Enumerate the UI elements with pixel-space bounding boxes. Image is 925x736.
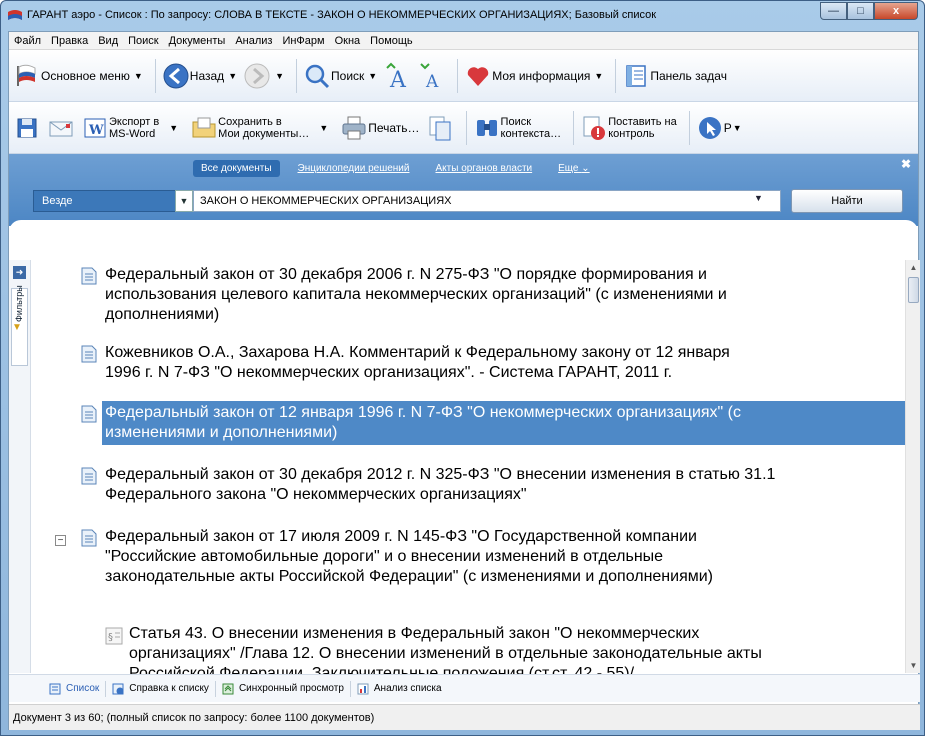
list-item-line: организациях" /Глава 12. О внесении изменений в отдельные законодательные акты bbox=[129, 645, 762, 662]
chevron-down-icon[interactable]: ▼ bbox=[175, 190, 193, 212]
close-search-icon[interactable]: ✖ bbox=[900, 157, 911, 171]
list-item-line: Федеральный закон от 30 декабря 2006 г. N 275-ФЗ "О порядке формирования и bbox=[105, 266, 707, 283]
list-item-line: Федеральный закон от 17 июля 2009 г. N 145-ФЗ "О Государственной компании bbox=[105, 528, 697, 545]
app-logo-icon bbox=[7, 8, 23, 24]
my-info-label: Моя информация bbox=[492, 68, 591, 83]
filters-label: Фильтры bbox=[14, 285, 24, 322]
back-arrow-icon bbox=[162, 62, 190, 90]
chevron-down-icon: ▼ bbox=[732, 122, 742, 133]
separator bbox=[615, 59, 616, 93]
svg-text:§: § bbox=[108, 632, 113, 643]
list-item-line: использования целевого капитала некоммерческих организаций" (с изменениями и bbox=[105, 286, 727, 303]
binoculars-icon bbox=[473, 114, 501, 142]
list-item-line: Федерального закона "О некоммерческих организациях" bbox=[105, 486, 527, 503]
scroll-down-icon[interactable]: ▼ bbox=[909, 661, 918, 670]
list-item[interactable] bbox=[105, 343, 730, 383]
save-button[interactable] bbox=[13, 114, 41, 142]
chevron-down-icon: ▼ bbox=[169, 122, 179, 133]
control-line2: контроль bbox=[608, 127, 655, 140]
task-panel-button[interactable] bbox=[622, 62, 727, 90]
tab-all-documents[interactable]: Все документы bbox=[193, 160, 280, 177]
more-label: Р bbox=[723, 120, 732, 135]
search-panel-edge bbox=[9, 220, 918, 232]
separator bbox=[466, 111, 467, 145]
search-icon bbox=[303, 62, 331, 90]
copy-button[interactable] bbox=[426, 114, 454, 142]
search-panel bbox=[9, 154, 918, 226]
list-item-line: Кожевников О.А., Захарова Н.А. Комментарий к Федеральному закону от 12 января bbox=[105, 344, 730, 361]
svg-text:W: W bbox=[89, 122, 104, 138]
context-line1: Поиск bbox=[500, 115, 532, 128]
decrease-font-button[interactable] bbox=[417, 62, 445, 90]
export-line1: Экспорт в bbox=[109, 115, 160, 128]
pointer-icon bbox=[696, 114, 724, 142]
document-icon bbox=[81, 345, 97, 363]
chevron-down-icon: ▼ bbox=[228, 70, 238, 81]
list-item-line: Статья 43. О внесении изменения в Федеральный закон "О некоммерческих bbox=[129, 625, 700, 642]
task-panel-label: Панель задач bbox=[650, 68, 727, 83]
tab-more-label: Еще bbox=[558, 163, 579, 174]
save-to-label bbox=[218, 116, 309, 140]
task-panel-icon bbox=[622, 62, 650, 90]
tab-list-label: Список bbox=[66, 683, 100, 694]
word-icon bbox=[81, 114, 109, 142]
menu-infarm[interactable]: ИнФарм bbox=[282, 34, 325, 47]
increase-font-button[interactable] bbox=[383, 62, 411, 93]
chevron-down-icon: ▼ bbox=[275, 70, 285, 81]
main-menu-label: Основное меню bbox=[41, 68, 130, 83]
document-icon bbox=[81, 267, 97, 285]
menu-view[interactable]: Вид bbox=[98, 34, 119, 47]
help-icon bbox=[112, 683, 124, 695]
tab-encyclopedia[interactable]: Энциклопедии решений bbox=[297, 163, 410, 174]
scroll-up-icon[interactable]: ▲ bbox=[909, 263, 918, 272]
menu-file[interactable]: Файл bbox=[14, 34, 42, 47]
put-on-control-label bbox=[608, 116, 677, 140]
sync-view-icon bbox=[222, 683, 234, 695]
context-search-button[interactable] bbox=[473, 114, 562, 142]
separator bbox=[296, 59, 297, 93]
menu-windows[interactable]: Окна bbox=[334, 34, 361, 47]
email-button[interactable] bbox=[47, 114, 75, 142]
printer-icon bbox=[340, 114, 368, 142]
svg-text:A: A bbox=[426, 71, 439, 92]
flag-icon bbox=[13, 62, 41, 90]
chevron-down-icon[interactable]: ▼ bbox=[754, 193, 763, 203]
main-menu-button[interactable] bbox=[13, 62, 143, 90]
heart-icon bbox=[464, 62, 492, 90]
more-button[interactable] bbox=[696, 114, 742, 142]
menu-documents[interactable]: Документы bbox=[168, 34, 226, 47]
separator bbox=[573, 111, 574, 145]
context-line2: контекста… bbox=[500, 127, 562, 140]
expand-arrow-icon[interactable]: ➜ bbox=[13, 266, 26, 279]
menu-search[interactable]: Поиск bbox=[128, 34, 159, 47]
menu-bar bbox=[9, 32, 918, 50]
alert-document-icon bbox=[580, 114, 608, 142]
list-item-selected[interactable] bbox=[102, 401, 905, 445]
list-item-line: дополнениями) bbox=[105, 306, 220, 323]
analysis-chart-icon bbox=[357, 683, 369, 695]
title-bar[interactable] bbox=[1, 1, 924, 31]
chevron-down-icon: ▼ bbox=[133, 70, 143, 81]
floppy-disk-icon bbox=[13, 114, 41, 142]
back-button[interactable] bbox=[162, 62, 237, 90]
funnel-icon: ▼ bbox=[12, 322, 22, 333]
control-line1: Поставить на bbox=[608, 115, 677, 128]
document-list bbox=[33, 260, 905, 673]
scope-select[interactable]: Везде bbox=[33, 190, 183, 212]
chevron-down-icon: ▼ bbox=[319, 122, 329, 133]
menu-edit[interactable]: Правка bbox=[51, 34, 89, 47]
article-icon bbox=[105, 627, 123, 645]
close-button[interactable]: x bbox=[874, 2, 918, 20]
folder-icon bbox=[190, 114, 218, 142]
main-toolbar bbox=[9, 50, 918, 102]
search-tabs bbox=[193, 160, 608, 177]
save-to-my-documents-button[interactable] bbox=[190, 114, 328, 142]
forward-button[interactable] bbox=[243, 62, 284, 90]
menu-help[interactable]: Помощь bbox=[370, 34, 413, 47]
menu-analysis[interactable]: Анализ bbox=[235, 34, 273, 47]
maximize-button[interactable]: □ bbox=[847, 2, 874, 20]
chevron-down-icon: ▼ bbox=[594, 70, 604, 81]
context-search-label bbox=[501, 116, 562, 140]
tab-list-analysis-label: Анализ списка bbox=[373, 683, 442, 694]
vertical-scrollbar[interactable] bbox=[905, 260, 920, 673]
list-item-line: законодательные акты Российской Федерации" (с изменениями и дополнениями) bbox=[105, 568, 714, 585]
tab-sync-view-label: Синхронный просмотр bbox=[238, 683, 344, 694]
tab-list-analysis[interactable] bbox=[351, 681, 448, 697]
separator bbox=[155, 59, 156, 93]
font-decrease-icon bbox=[417, 62, 445, 90]
collapse-toggle[interactable]: − bbox=[55, 535, 66, 546]
search-input[interactable]: ЗАКОН О НЕКОММЕРЧЕСКИХ ОРГАНИЗАЦИЯХ bbox=[193, 190, 781, 212]
search-button[interactable] bbox=[303, 62, 377, 90]
font-increase-icon bbox=[383, 62, 411, 93]
find-button[interactable]: Найти bbox=[791, 189, 903, 213]
document-toolbar bbox=[9, 102, 918, 154]
document-icon bbox=[81, 529, 97, 547]
list-item[interactable] bbox=[105, 527, 713, 587]
bottom-tabs bbox=[9, 674, 920, 702]
export-word-button[interactable] bbox=[81, 114, 178, 142]
tab-list-help-label: Справка к списку bbox=[129, 683, 209, 694]
separator bbox=[689, 111, 690, 145]
my-info-button[interactable] bbox=[464, 62, 603, 90]
document-icon bbox=[81, 467, 97, 485]
list-item-line: Федеральный закон от 30 декабря 2012 г. N 325-ФЗ "О внесении изменения в статью 31.1 bbox=[105, 466, 776, 483]
tab-authority-acts[interactable]: Акты органов власти bbox=[435, 163, 533, 174]
list-item-line: изменениями и дополнениями) bbox=[105, 424, 338, 441]
print-label: Печать… bbox=[368, 120, 420, 135]
export-word-label bbox=[109, 116, 159, 140]
minimize-button[interactable]: — bbox=[820, 2, 847, 20]
filters-strip bbox=[9, 260, 31, 673]
list-item-line: "Российские автомобильные дороги" и о внесении изменений в отдельные bbox=[105, 548, 664, 565]
client-area bbox=[8, 31, 919, 730]
list-item-line: 1996 г. N 7-ФЗ "О некоммерческих организациях". - Система ГАРАНТ, 2011 г. bbox=[105, 364, 673, 381]
tab-sync-view[interactable] bbox=[216, 681, 351, 697]
list-item[interactable] bbox=[105, 265, 727, 325]
tab-list[interactable] bbox=[43, 681, 106, 697]
forward-arrow-icon bbox=[243, 62, 271, 90]
search-label: Поиск bbox=[331, 68, 365, 83]
save-line1: Сохранить в bbox=[218, 115, 282, 128]
email-icon bbox=[47, 114, 75, 142]
tab-list-help[interactable] bbox=[106, 681, 216, 697]
print-button[interactable] bbox=[340, 114, 419, 142]
list-item[interactable] bbox=[105, 465, 775, 505]
save-line2: Мои документы… bbox=[218, 127, 310, 140]
separator bbox=[457, 59, 458, 93]
list-icon bbox=[49, 683, 61, 695]
tab-more[interactable] bbox=[550, 160, 598, 177]
chevron-down-icon: ⌄ bbox=[581, 163, 590, 174]
list-item-line: Федеральный закон от 12 января 1996 г. N 7-ФЗ "О некоммерческих организациях" (с bbox=[105, 404, 741, 421]
svg-text:A: A bbox=[390, 67, 407, 93]
status-bar: Документ 3 из 60; (полный список по запросу: более 1100 документов) bbox=[9, 704, 920, 730]
export-line2: MS-Word bbox=[109, 127, 156, 140]
put-on-control-button[interactable] bbox=[580, 114, 677, 142]
scroll-thumb[interactable] bbox=[908, 277, 919, 303]
back-label: Назад bbox=[189, 68, 225, 83]
chevron-down-icon: ▼ bbox=[368, 70, 378, 81]
window-title: ГАРАНТ аэро - Список : По запросу: СЛОВА В ТЕКСТЕ - ЗАКОН О НЕКОММЕРЧЕСКИХ ОРГАНИЗАЦИЯХ; Базовый список bbox=[27, 9, 657, 21]
copy-document-icon bbox=[426, 114, 454, 142]
document-icon bbox=[81, 405, 97, 423]
